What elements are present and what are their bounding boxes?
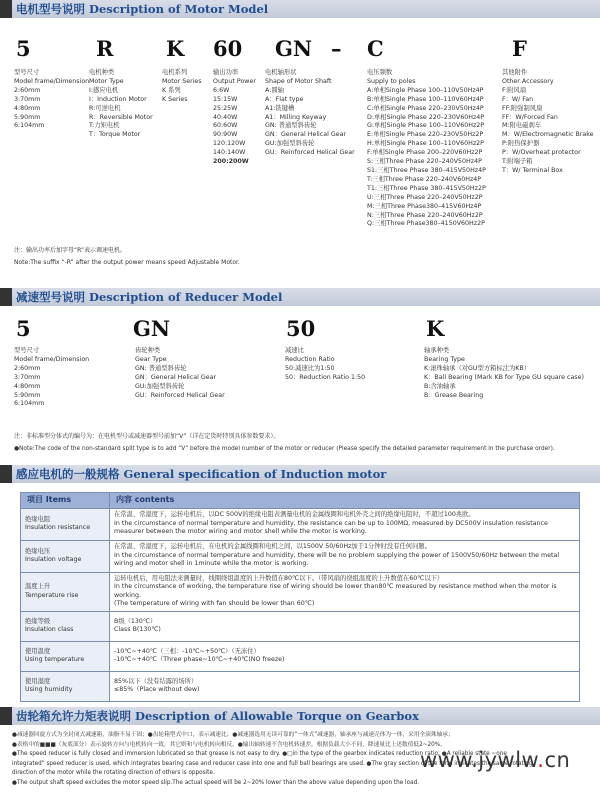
motor-code-accessory: F — [512, 36, 527, 61]
reducer-note-cn: 注：非标准型分体式的编号为：在电机型号或减速器型号前加“V”（详在定货时特别具体参数要求）。 — [14, 433, 280, 440]
item-en: Using temperature — [25, 656, 85, 664]
list-item: 5:90mm — [14, 391, 41, 399]
list-item: 120:120W — [213, 140, 246, 148]
gearbox-title-cn: 齿轮箱允许力矩表说明 — [16, 709, 131, 723]
content-line: B级（130℃） — [114, 617, 157, 625]
motor-code-power: 60 — [213, 36, 243, 61]
table-row — [21, 572, 580, 611]
motor-accessory-column — [502, 69, 594, 176]
list-item: 60:60W — [213, 122, 238, 130]
list-item: I：Induction Motor — [89, 95, 147, 103]
label-cn: 型号尺寸 — [14, 347, 40, 354]
motor-model-title-bar — [0, 0, 600, 18]
content-line: In the circumstance of normal temperature and humidity, the resistance can be up to 100MΩ, measured by DC500V insulation resistance measurer between the motor wiring and motor shell while the motor is working. — [114, 519, 548, 536]
list-item: GU:加强型斜齿轮 — [135, 382, 185, 390]
item-cn: 绝缘等级 — [25, 617, 51, 625]
row-item — [21, 671, 110, 701]
list-item: H:单相Single Phase 100–110V60Hz2P — [367, 140, 484, 148]
gearbox-title-en: Description of Allowable Torque on Gearbox — [135, 709, 419, 723]
motor-shaft-column — [265, 69, 355, 158]
content-line: -10℃~+40℃（三相：-10℃~+50℃）（无冻住） — [114, 647, 260, 655]
list-item: GU：Reinforced Helical Gear — [135, 391, 225, 399]
table-row — [21, 508, 580, 540]
gearbox-note-line: integrated” speed reducer is used, which integrates bearing case and reducer case into one and full ball bearings are used. ●The gray section of the form indicates the same rotating — [12, 760, 533, 767]
general-spec-title-bar — [0, 465, 600, 483]
watermark-prefix: www.jywlw — [420, 748, 538, 772]
list-item: 90:90W — [213, 131, 238, 139]
label-en: Output Power — [213, 77, 256, 85]
label-en: Motor Series — [162, 77, 202, 85]
list-item: T1:三相Three Phase 380–415V50Hz2P — [367, 184, 486, 192]
reducer-note-en: ●Note:The code of the non-standard split type is to add “V” before the model number of the motor or reducer (Please specify the detailed parameter requirement in the purchase order). — [14, 446, 555, 452]
motor-code-shaft: GN — [275, 36, 313, 61]
row-item — [21, 641, 110, 671]
list-item: 50:减速比为1:50 — [285, 364, 335, 372]
list-item: 15:15W — [213, 95, 238, 103]
list-item: F:单相Single Phase 200–220V60Hz2P — [367, 149, 483, 157]
content-line: In the circumstance of normal temperature and humidity, there will be no problem supplying the power of 1500V50/60Hz between the metal wiring and motor shell in 1minute while the motor is working. — [114, 551, 560, 568]
row-content — [110, 540, 580, 572]
list-item: 5:90mm — [14, 113, 41, 121]
list-item: GN：General Helical Gear — [265, 131, 347, 139]
content-line: 85%以下（没有结露的场所） — [114, 677, 198, 685]
list-item: 4:80mm — [14, 104, 41, 112]
label-cn: 电机种类 — [89, 69, 115, 76]
label-cn: 齿轮种类 — [135, 347, 161, 354]
content-line: 在常温、常湿度下，运转电机后，在电机的金属线圈和电机之间，以1500V 50/60Hz加于1分钟时没有任何问题。 — [114, 543, 431, 551]
list-item: K:滚珠轴承（对GU型方箱标注为KB） — [424, 364, 531, 372]
row-content — [110, 508, 580, 540]
list-item: M:附电磁刹车 — [502, 122, 542, 130]
header-items: 项目 Items — [21, 493, 110, 509]
list-item: 200:200W — [213, 158, 249, 166]
table-row — [21, 540, 580, 572]
reducer-model-title-cn: 减速型号说明 — [16, 290, 85, 304]
label-en: Reduction Ratio — [285, 355, 335, 363]
gearbox-note-line: ●The output shaft speed excludes the motor speed slip.The actual speed will be 2~20% lower than the above value depending upon the load. — [12, 779, 420, 786]
reducer-model-title-en: Description of Reducer Model — [89, 290, 283, 304]
item-cn: 绝缘电阻 — [25, 515, 51, 523]
reducer-code-bearing: K — [426, 316, 445, 341]
list-item: K 系列 — [162, 86, 181, 94]
list-item: B：Grease Bearing — [424, 391, 484, 399]
list-item: 40:40W — [213, 113, 238, 121]
header-contents: 内容 contents — [110, 493, 580, 509]
gearbox-note-line: ●减速器回旋方式为全封闭式减速箱，油脂不易干固；●齿轮箱型式中口，表示减速比；●减速器选用无读可靠的“一体式”减速器，轴承座与减速壳体为一体，采用全滚珠轴承； — [12, 732, 454, 738]
item-en: Insulation class — [25, 626, 74, 634]
list-item: B:单相Single Phase 100–110V60Hz4P — [367, 95, 484, 103]
reducer-bearing-column — [424, 347, 584, 400]
motor-model-title-en: Description of Motor Model — [89, 2, 269, 16]
list-item: GU:加强型斜齿轮 — [265, 140, 315, 148]
list-item: T:三相Three Phase 220–240V60Hz4P — [367, 175, 482, 183]
list-item: T:附端子箱 — [502, 158, 533, 166]
gearbox-note-line: ●The speed reducer is fully closed and immersion lubricated so that grease is not easy to dry. ●□in the type of the gearbox indicates reduction ratio; ●A reliable state ~one — [12, 751, 507, 758]
label-cn: 输出功率 — [213, 69, 239, 76]
row-item — [21, 508, 110, 540]
content-line: 运转电机后，用电阻法来测量时，线圈绕组温度的上升数值在80℃以下。（带风扇的绕组温度的上升数值在60℃以下） — [114, 574, 444, 582]
list-item: K：Ball Bearing (Mark KB for Type GU square case) — [424, 373, 584, 381]
item-en: Insulation voltage — [25, 556, 82, 564]
item-cn: 绝缘电压 — [25, 547, 51, 555]
motor-code-type: R — [96, 36, 114, 61]
list-item: S:三相Three Phase 220–240V50Hz4P — [367, 158, 482, 166]
list-item: 3:70mm — [14, 95, 41, 103]
item-en: Using humidity — [25, 686, 73, 694]
table-row — [21, 641, 580, 671]
motor-note-cn: 注：输出功率后加字母“R”表示调速电机。 — [14, 247, 127, 254]
row-content — [110, 572, 580, 611]
list-item: B:含油轴承 — [424, 382, 456, 390]
label-en: Bearing Type — [424, 355, 465, 363]
watermark-suffix: cn — [544, 748, 571, 772]
reducer-frame-column — [14, 347, 89, 409]
label-cn: 电机系列 — [162, 69, 188, 76]
general-spec-title-cn: 感应电机的一般规格 — [16, 467, 120, 481]
list-item: 25:25W — [213, 104, 238, 112]
list-item: GU：Reinforced Helical Gear — [265, 149, 355, 157]
title-marker — [0, 707, 12, 725]
list-item: GN: 普通型斜齿轮 — [265, 122, 317, 130]
list-item: A:单相Single Phase 100–110V50Hz4P — [367, 86, 484, 94]
content-line: -10℃~+40℃（Three phase~10℃~+40℃(NO freeze) — [114, 656, 285, 664]
list-item: E:单相Single Phase 220–230V50Hz2P — [367, 131, 484, 139]
label-cn: 电压频数 — [367, 69, 393, 76]
list-item: A1：Milling Keyway — [265, 113, 327, 121]
list-item: P:附热保护器 — [502, 140, 540, 148]
reducer-ratio-column — [285, 347, 365, 383]
label-cn: 其他附件 — [502, 69, 528, 76]
item-cn: 温度上升 — [25, 583, 51, 591]
label-en: Shape of Motor Shaft — [265, 77, 332, 85]
motor-code-dash: – — [331, 36, 342, 61]
list-item: 6:104mm — [14, 400, 45, 408]
watermark-dot: . — [537, 748, 545, 772]
content-line: 在常温、常湿度下，运转电机后，以DC 500V的绝缘电阻表测量电机的金属线圈和电机外壳之间的绝缘电阻时，不超过100兆欧。 — [114, 511, 475, 519]
list-item: D:单相Single Phase 220–230V60Hz4P — [367, 113, 485, 121]
list-item: U:三相Three Phase 220–240V50Hz2P — [367, 193, 483, 201]
list-item: N:三相Three Phase 220–240V60Hz2P — [367, 211, 483, 219]
list-item: 6:104mm — [14, 122, 45, 130]
item-cn: 使用湿度 — [25, 677, 51, 685]
motor-note-en: Note:The suffix “-R” after the output power means speed Adjustable Motor. — [14, 259, 240, 266]
list-item: M：W/Electromagnetic Brake — [502, 131, 594, 139]
list-item: C:单相Single Phase 220–230V50Hz4P — [367, 104, 484, 112]
motor-type-column — [89, 69, 153, 140]
list-item: M:三相Three Phase380–415V60Hz4P — [367, 202, 482, 210]
list-item: K Series — [162, 95, 188, 103]
list-item: R:可逆电机 — [89, 104, 121, 112]
table-row — [21, 671, 580, 701]
label-cn: 减速比 — [285, 347, 304, 354]
table-header-row — [21, 493, 580, 509]
motor-code-frame: 5 — [16, 36, 31, 61]
reducer-code-frame: 5 — [16, 316, 31, 341]
row-content — [110, 611, 580, 641]
list-item: T：Torque Motor — [89, 131, 141, 139]
motor-voltage-column — [367, 69, 486, 229]
label-cn: 轴承种类 — [424, 347, 450, 354]
motor-code-voltage: C — [367, 36, 384, 61]
row-item — [21, 611, 110, 641]
content-line: In the circumstance of working, the temperature rise of wiring should be lower than80℃ measured by resistance method when the motor is working. — [114, 583, 557, 599]
row-item — [21, 540, 110, 572]
list-item: R：Reversible Motor — [89, 113, 153, 121]
list-item: GN: 普通型斜齿轮 — [135, 364, 187, 372]
motor-series-column — [162, 69, 202, 105]
general-spec-title-en: General specification of Induction motor — [123, 467, 387, 481]
list-item: 3:70mm — [14, 373, 41, 381]
motor-frame-column — [14, 69, 89, 131]
list-item: 140:140W — [213, 149, 246, 157]
gearbox-note-line: ●表格中的■■■（灰底部分）表示旋转方向与电机转向一致，其它则和与电机转向相反，●输出轴转速不含电机转速差，根据负载大小不同，降速量比上述数值低2~20%。 — [12, 741, 446, 748]
label-cn: 电机轴形状 — [265, 69, 297, 76]
label-en: Model frame/Dimension — [14, 77, 90, 85]
list-item: G:单相Single Phase 100–110V60Hz2P — [367, 122, 485, 130]
list-item: F：W/ Fan — [502, 95, 534, 103]
label-en: Motor Type — [89, 77, 124, 85]
title-marker — [0, 0, 12, 18]
label-en: Model frame/Dimension — [14, 355, 90, 363]
list-item: T:力矩电机 — [89, 122, 120, 130]
content-line: ≤85%（Place without dew) — [114, 686, 200, 694]
list-item: P：W/Overheat protector — [502, 149, 581, 157]
content-line: Class B(130℃) — [114, 626, 161, 634]
motor-code-series: K — [166, 36, 185, 61]
reducer-model-title-bar — [0, 288, 600, 306]
list-item: 6:6W — [213, 86, 230, 94]
label-en: Other Accessory — [502, 77, 554, 85]
watermark — [420, 748, 570, 772]
list-item: A1:铣键槽 — [265, 104, 295, 112]
list-item: FF：W/Forced Fan — [502, 113, 558, 121]
title-marker — [0, 288, 12, 306]
list-item: F:附风扇 — [502, 86, 527, 94]
item-en: Insulation resistance — [25, 524, 91, 532]
list-item: GN：General Helical Gear — [135, 373, 217, 381]
title-marker — [0, 465, 12, 483]
label-en: Supply to poles — [367, 77, 416, 85]
gearbox-title-bar — [0, 707, 600, 725]
list-item: A：Flat type — [265, 95, 304, 103]
row-item — [21, 572, 110, 611]
row-content — [110, 671, 580, 701]
table-row — [21, 611, 580, 641]
reducer-code-gear: GN — [133, 316, 171, 341]
list-item: I:感应电机 — [89, 86, 119, 94]
list-item: 50：Reduction Ratio 1:50 — [285, 373, 366, 381]
list-item: FF:附强制风扇 — [502, 104, 543, 112]
list-item: T：W/ Terminal Box — [502, 166, 563, 174]
general-spec-table — [20, 492, 580, 702]
item-cn: 使用温度 — [25, 647, 51, 655]
gearbox-note-line: direction of the motor while the rotating direction of others is opposite. — [12, 770, 215, 777]
list-item: S1:三相Three Phase 380–415V50Hz4P — [367, 166, 486, 174]
content-line: (The temperature of wiring with fan should be lower than 60℃) — [114, 600, 315, 608]
list-item: Q:三相Three Phase380–4150V60Hz2P — [367, 220, 485, 228]
list-item: 2:60mm — [14, 86, 41, 94]
item-en: Temperature rise — [25, 591, 79, 599]
list-item: A:圆轴 — [265, 86, 284, 94]
label-en: Gear Type — [135, 355, 167, 363]
motor-model-title-cn: 电机型号说明 — [16, 2, 85, 16]
label-cn: 型号尺寸 — [14, 69, 40, 76]
motor-power-column — [213, 69, 256, 167]
reducer-code-ratio: 50 — [286, 316, 316, 341]
reducer-gear-column — [135, 347, 225, 400]
list-item: 4:80mm — [14, 382, 41, 390]
row-content — [110, 641, 580, 671]
list-item: 2:60mm — [14, 364, 41, 372]
